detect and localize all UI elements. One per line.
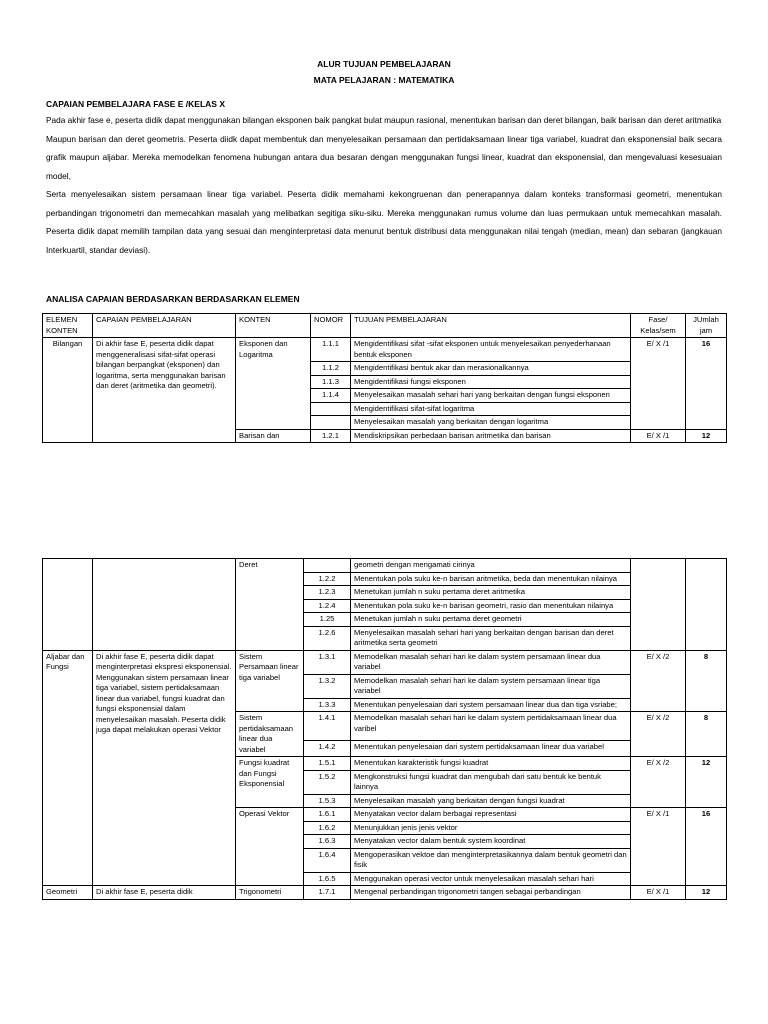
fase-cell: E/ X /2 (631, 650, 686, 712)
nomor-cell: 1.2.1 (311, 429, 351, 443)
nomor-cell: 1.6.2 (304, 821, 351, 835)
tujuan-cell: Memodelkan masalah sehari hari ke dalam system persamaan linear dua variabel (351, 650, 631, 674)
nomor-cell: 1.5.1 (304, 757, 351, 771)
capaian-heading: CAPAIAN PEMBELAJARA FASE E /KELAS X (46, 99, 225, 109)
konten-cell: Sistem pertidaksamaan linear dua variabel (236, 712, 304, 757)
capaian-cell-continued (93, 429, 236, 443)
tujuan-cell: Mengidentifikasi fungsi eksponen (351, 375, 631, 389)
analisa-heading: ANALISA CAPAIAN BERDASARKAN BERDASARKAN ELEMEN (46, 294, 300, 304)
elemen-cell: Aljabar dan Fungsi (43, 650, 93, 886)
tujuan-cell: Menunjukkan jenis jenis vektor (351, 821, 631, 835)
tujuan-cell: Memodelkan masalah sehari hari ke dalam system pertidaksamaan linear dua varibel (351, 712, 631, 741)
tujuan-cell: Memodelkan masalah sehari hari ke dalam system persamaan linear tiga variabel (351, 674, 631, 698)
nomor-cell: 1.2.4 (304, 599, 351, 613)
konten-cell: Operasi Vektor (236, 808, 304, 886)
jam-cell: 8 (686, 712, 727, 757)
jam-cell: 12 (686, 429, 727, 443)
jam-cell: 12 (686, 886, 727, 900)
title-line-1: ALUR TUJUAN PEMBELAJARAN (317, 59, 451, 69)
nomor-cell: 1.2.3 (304, 586, 351, 600)
tujuan-cell: Mengidentifikasi sifat -sifat eksponen untuk menyelesaikan penyederhanaan bentuk eksponen (351, 338, 631, 362)
fase-cell: E/ X /1 (631, 429, 686, 443)
nomor-cell: 1.1.4 (311, 389, 351, 403)
konten-cell: Trigonometri (236, 886, 304, 900)
header-jumlah: JUmlah jam (686, 314, 727, 338)
tujuan-cell: Menyelesaikan masalah sehari hari yang berkaitan dengan barisan dan deret aritmetika serta geometri (351, 626, 631, 650)
nomor-cell: 1.5.2 (304, 770, 351, 794)
nomor-cell: 1.1.1 (311, 338, 351, 362)
konten-cell: Deret (236, 559, 304, 651)
tujuan-cell: Menyelesaikan masalah yang berkaitan dengan logaritma (351, 416, 631, 430)
tujuan-cell: Mengkonstruksi fungsi kuadrat dan mengubah dari satu bentuk ke bentuk lainnya (351, 770, 631, 794)
nomor-cell: 1.3.3 (304, 698, 351, 712)
table-header-row (43, 314, 727, 338)
nomor-cell: 1.3.1 (304, 650, 351, 674)
tujuan-cell: Mengenal perbandingan trigonometri tangen sebagai perbandingan (351, 886, 631, 900)
nomor-cell (311, 416, 351, 430)
fase-cell: E/ X /2 (631, 712, 686, 757)
document-title (0, 56, 768, 88)
nomor-cell: 1.6.3 (304, 835, 351, 849)
nomor-cell (304, 559, 351, 573)
table-row (43, 650, 727, 674)
nomor-cell: 1.1.2 (311, 362, 351, 376)
table-row (43, 429, 727, 443)
nomor-cell: 1.3.2 (304, 674, 351, 698)
header-nomor: NOMOR (311, 314, 351, 338)
tujuan-cell: Mengidentifikasi sifat-sifat logaritma (351, 402, 631, 416)
konten-cell: Sistem Persamaan linear tiga variabel (236, 650, 304, 712)
nomor-cell: 1.2.6 (304, 626, 351, 650)
nomor-cell: 1.1.3 (311, 375, 351, 389)
capaian-paragraphs (46, 111, 722, 259)
nomor-cell: 1.6.5 (304, 872, 351, 886)
tujuan-cell: Menggunakan operasi vector untuk menyelesaikan masalah sehari hari (351, 872, 631, 886)
tujuan-cell: Mengoperasikan vektoe dan menginterpretasikannya dalam bentuk geometri dan fisik (351, 848, 631, 872)
fase-cell: E/ X /2 (631, 757, 686, 808)
nomor-cell (311, 402, 351, 416)
capaian-cell: Di akhir fase E, peserta didik dapat menggeneralisasi sifat-sifat operasi bilangan berpangkat (eksponen) dan logaritma, serta menggunakan barisan dan deret (aritmetika dan geometri). (93, 338, 236, 430)
nomor-cell: 1.2.2 (304, 572, 351, 586)
elemen-cell-continued (43, 559, 93, 651)
tujuan-cell: Mengidentifikasi bentuk akar dan merasionalkannya (351, 362, 631, 376)
nomor-cell: 1.25 (304, 613, 351, 627)
konten-cell: Eksponen dan Logaritma (236, 338, 311, 430)
nomor-cell: 1.4.1 (304, 712, 351, 741)
tujuan-cell: geometri dengan mengamati cirinya (351, 559, 631, 573)
tujuan-cell: Mendiskripsikan perbedaan barisan aritmetika dan barisan (351, 429, 631, 443)
tujuan-cell: Menyelesaikan masalah yang berkaitan dengan fungsi kuadrat (351, 794, 631, 808)
capaian-cell: Di akhir fase E, peserta didik dapat menginterpretasi ekspresi eksponensial. Menggunakan sistem persamaan linear tiga variabel, sistem pertidaksamaan linear dua variabel, fungsi kuadrat dan fungsi eksponensial dalam menyelesaikan masalah. Peserta didik juga dapat melakukan operasi Vektor (93, 650, 236, 886)
tujuan-cell: Menentukan penyelesaian dari system pertidaksamaan linear dua variabel (351, 740, 631, 756)
konten-cell: Barisan dan (236, 429, 311, 443)
elemen-table-1 (42, 313, 727, 443)
konten-cell: Fungsi kuadrat dan Fungsi Eksponensial (236, 757, 304, 808)
table-row (43, 338, 727, 362)
capaian-cell-continued (93, 559, 236, 651)
paragraph: Maupun barisan dan deret geometris. Peserta diidk dapat membentuk dan menyelesaikan persamaan dan pertidaksamaan linear tiga variabel, kuadrat dan eksponensial baik secara grafik maupun aljabar. Mereka memodelkan fenomena hubungan antara dua besaran dengan menggunakan fungsi linear, kuadrat dan eksponensial, dan mengevaluasi kesesuaian model, (46, 133, 722, 181)
elemen-cell: Bilangan (43, 338, 93, 443)
tujuan-cell: Menentukan karakteristik fungsi kuadrat (351, 757, 631, 771)
nomor-cell: 1.7.1 (304, 886, 351, 900)
tujuan-cell: Menentukan pola suku ke-n barisan geometri, rasio dan menentukan nilainya (351, 599, 631, 613)
jam-cell: 12 (686, 757, 727, 808)
header-tujuan: TUJUAN PEMBELAJARAN (351, 314, 631, 338)
jam-cell: 16 (686, 808, 727, 886)
tujuan-cell: Menyatakan vector dalam bentuk system koordinat (351, 835, 631, 849)
elemen-table-2 (42, 558, 727, 900)
tujuan-cell: Menetukan jumlah n suku pertama deret geometri (351, 613, 631, 627)
paragraph: Serta menyelesaikan sistem persamaan linear tiga variabel. Peserta didik memahami kekongruenan dan penerapannya dalam konteks transformasi geometri, menentukan perbandingan trigonometri dan memecahkan masalah yang melibatkan segitiga siku-siku. Mereka menggunakan rumus volume dan luas permukaan untuk memecahkan masalah. Peserta didik dapat memilih tampilan data yang sesuai dan menginterpretasi data menurut bentuk distribusi data menggunakan nilai tengah (median, mean) dan sebaran (jangkauan Interkuartil, standar deviasi). (46, 189, 722, 255)
title-line-2: MATA PELAJARAN : MATEMATIKA (313, 75, 455, 85)
tujuan-cell: Menentukan pola suku ke-n barisan aritmetika, beda dan menentukan nilainya (351, 572, 631, 586)
fase-cell: E/ X /1 (631, 338, 686, 430)
nomor-cell: 1.4.2 (304, 740, 351, 756)
paragraph: Pada akhir fase e, peserta didik dapat menggunakan bilangan eksponen baik pangkat bulat maupun rasional, menentukan barisan dan deret bilangan, baik barisan dan deret aritmatika (46, 115, 722, 125)
header-capaian: CAPAIAN PEMBELAJARAN (93, 314, 236, 338)
tujuan-cell: Menetukan jumlah n suku pertama deret aritmetika (351, 586, 631, 600)
table-row (43, 559, 727, 573)
fase-cell (631, 559, 686, 651)
jam-cell: 16 (686, 338, 727, 430)
capaian-cell: Di akhir fase E, peserta didik (93, 886, 236, 900)
nomor-cell: 1.6.1 (304, 808, 351, 822)
fase-cell: E/ X /1 (631, 886, 686, 900)
tujuan-cell: Menyatakan vector dalam berbagai representasi (351, 808, 631, 822)
tujuan-cell: Menyelesaikan masalah sehari hari yang berkaitan dengan fungsi eksponen (351, 389, 631, 403)
header-fase: Fase/ Kelas/sem (631, 314, 686, 338)
tujuan-cell: Menentukan penyelesaian dari system persamaan linear dua dan tiga vsriabe; (351, 698, 631, 712)
jam-cell: 8 (686, 650, 727, 712)
table-row (43, 886, 727, 900)
nomor-cell: 1.5.3 (304, 794, 351, 808)
nomor-cell: 1.6.4 (304, 848, 351, 872)
elemen-cell: Geometri (43, 886, 93, 900)
header-konten: KONTEN (236, 314, 311, 338)
header-elemen: ELEMEN KONTEN (43, 314, 93, 338)
fase-cell: E/ X /1 (631, 808, 686, 886)
jam-cell (686, 559, 727, 651)
